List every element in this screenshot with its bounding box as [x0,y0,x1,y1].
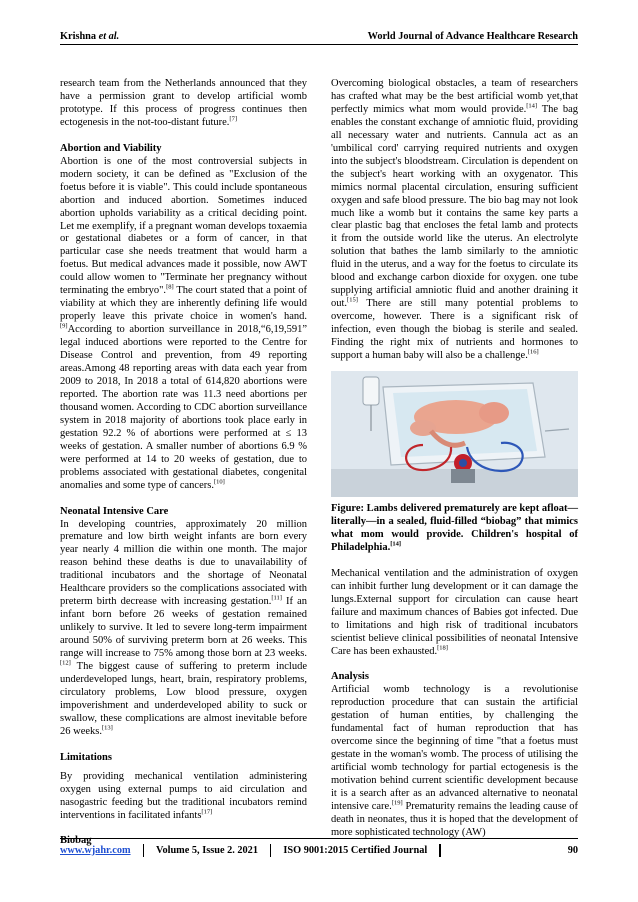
footer-divider [439,844,440,857]
header-journal: World Journal of Advance Healthcare Research [367,31,578,42]
footer-divider [270,844,271,857]
section-heading-biobag: Biobag [60,835,92,847]
journal-website-link[interactable]: www.wjahr.com [60,844,131,856]
section-heading-limitations: Limitations [60,751,112,763]
footer-divider [143,844,144,857]
figure-caption: Figure: Lambs delivered prematurely are kept afloat—literally—in a sealed, fluid-filled “biobag” that mimics what mom would provide. Children's hospital of Philadelphia.[14] [331,502,578,553]
paragraph: Mechanical ventilation and the administration of oxygen can inhibit further lung development or it can damage the lungs.External support for circulation can cause heart failure and maximum chances of Babies got infected. Due to limitations and high risk of traditional incubators scientist believe clinical possibilities of neonatal Intensive Care has been exhausted.[18] [331,567,578,657]
header-author: Krishna et al. [60,31,120,42]
footer-iso: ISO 9001:2015 Certified Journal [283,844,428,856]
paragraph: Artificial womb technology is a revolutionise reproduction procedure that can sustain the artificial gestation of human entities, by challenging the fundamental fact of human reproduction that has overcome since the beginning of time "that a foetus must gestate in the woman's womb. The process of utilising the artificial womb technology for partial ectogenesis is the motivation behind current scientific development because it is a search after as an advanced alternative to neonatal intensive care.[19] Prematurity remains the leading cause of death in neonates, thus it is hoped that the development of more sophisticated technology (AW) [331,684,579,838]
section-heading-abortion: Abortion and Viability [60,142,162,154]
right-column [331,78,578,840]
page-header [60,24,578,45]
paragraph: Abortion is one of the most controversial subjects in modern society, it can be defined as "Exclusion of the foetus before it is viable". This could include spontaneous abortion and induced abortion. Sometimes induced abortion upholds variability as a critical deciding point. Let me exemplify, if a pregnant woman develops toxaemia or gestational diabetes or a form of cancer, in that particular case she needs treatment that would harm a foetus. But medical advances made it possible, now AWT could allow women to "Terminate her pregnancy without terminating the embryo".[8] The court stated that a point of viability at which they are inherently defining life would properly leave this private choice in women's hand.[9]According to abortion surveillance in 2018,“6,19,591” legal induced abortions were reported to the Centre for Disease Control and prevention, from 49 reporting areas.Among 48 reporting areas with data each year from 2009 to 2018, In 2018 a total of 614,820 abortions were reported. The abortion rate was 11.3 need abortions per thousand women. According to CDC abortion surveillance system in 2018 majority of abortions took place early in gestation 92.2 % of abortions were performed at ≤ 13 weeks of gestation. A smaller number of abortions 6.9 % were performed at 14 to 20 weeks of gestation, due to problems associated with gestational diabetes, congenital anomalies and some type of cancers.[10] [60,155,308,491]
paragraph: By providing mechanical ventilation administering oxygen using external pumps to aid circulation and nasogastric feeding but the traditional incubators remind interventions in facilitated infants[17] [60,770,307,821]
footer-volume: Volume 5, Issue 2. 2021 [155,844,258,856]
section-heading-nicu: Neonatal Intensive Care [60,505,169,517]
page-footer [60,838,578,861]
biobag-figure-image [331,371,578,497]
paragraph: In developing countries, approximately 20 million premature and low birth weight infants are born every year nearly 4 million die within one month. The major reason behind these deaths is due to unavailability of traditional incubators and the shortage of Neonatal Healthcare providers so the complications associated with preterm birth decrease with increasing gestation.[11] If an infant born before 26 weeks of gestation remained unlikely to survive. It led to severe long-term impairment around 50% of surviving preterm born at 26 weeks. This range will increase to 75% among those born at 23 weeks.[12] The biggest cause of suffering to preterm include underdeveloped lungs, heart, brain, respiratory problems, circulatory problems, Low blood pressure, oxygen impoverishment and underdeveloped ability to suck or swallow, these complications are almost inevitable before 26 weeks.[13] [60,518,307,737]
page-number: 90 [567,844,578,856]
paragraph: research team from the Netherlands announced that they have a permission grant to develop artificial womb prototype. If this process of progress continues then ectogenesis in the not-too-distant future.[7] [60,78,307,128]
biobag-illustration [331,371,578,497]
paragraph: Overcoming biological obstacles, a team of researchers has crafted what may be the best artificial womb yet,that perfectly mimics what mom would provide.[14] The bag enables the constant exchange of amniotic fluid, providing all necessary water and nutrients. Cannula act as an 'umbilical cord' carrying required nutrients and oxygen into the subject's bloodstream. Circulation is dependent on the subject's heart working with an oxygenator. This mimics normal placental circulation, ensuring sufficient oxygen and safe blood pressure. The bio bag may not look much like a womb but it contains the same key parts a clear plastic bag that encloses the fetal lamb and protects it from the outside world like the uterus. An electrolyte solution that bathes the lamb similarly to the amniotic fluid in the uterus, and a way for the foetus to circulate its blood and exchange carbon dioxide for oxygen. one tube supplying artificial amniotic fluid and another draining it out.[15] There are still many potential problems to overcome, however. There is a significant risk of infection, even though the biobag is sterile and sealed. Finding the right mix of nutrients and hormones to support a human baby will also be a challenge.[16] [331,78,578,362]
section-heading-analysis: Analysis [331,671,369,683]
left-column [60,78,307,848]
